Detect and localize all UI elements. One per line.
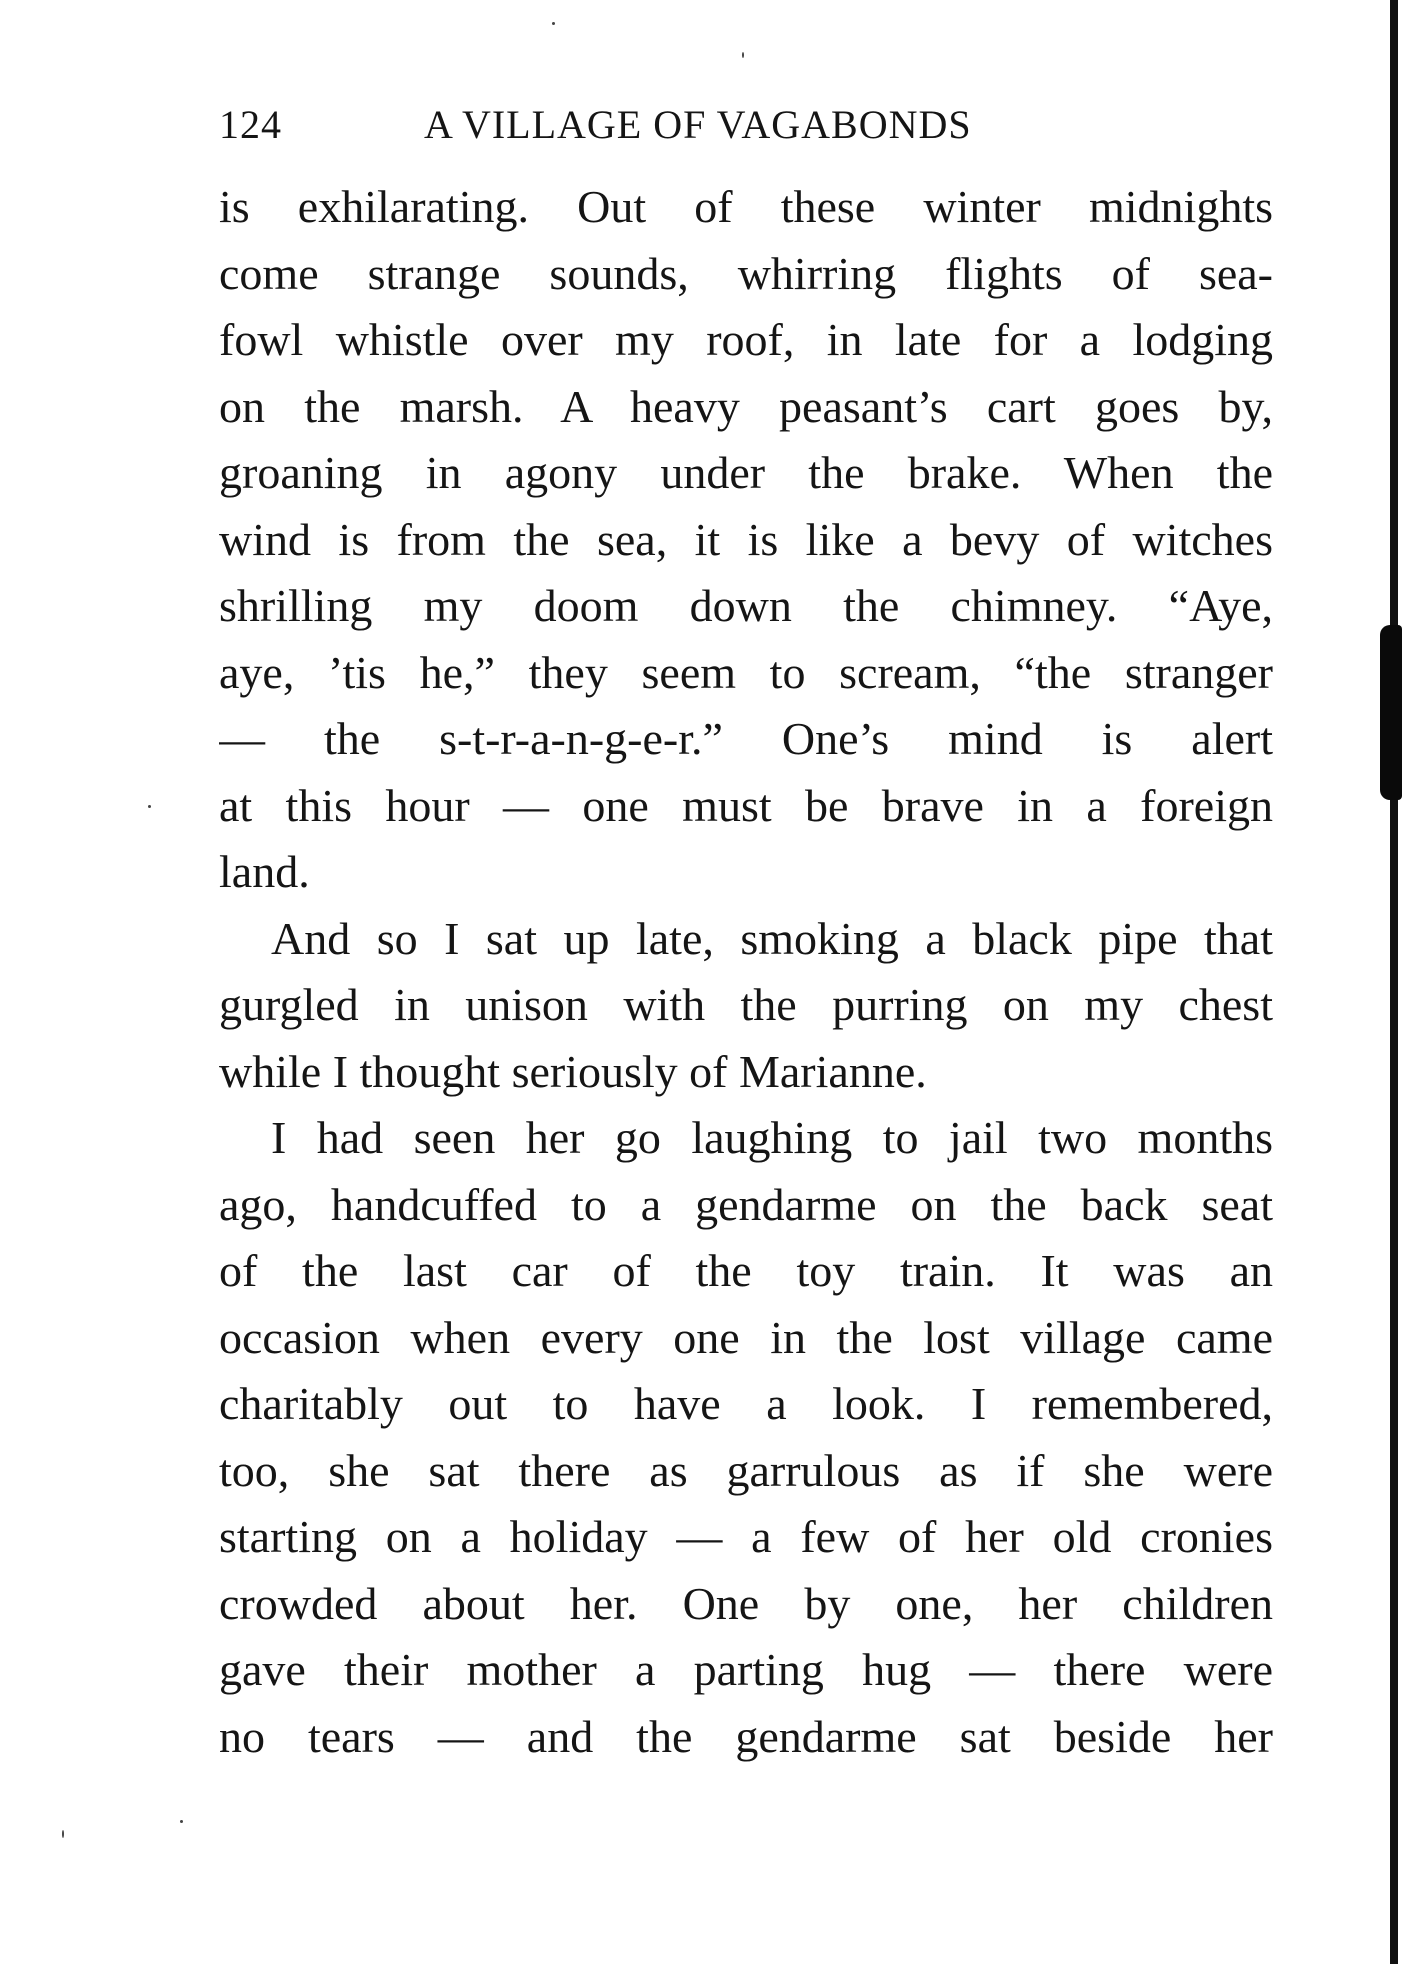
- text-line: groaning in agony under the brake. When the: [219, 447, 1273, 498]
- text-line: no tears — and the gendarme sat beside her: [219, 1710, 1273, 1762]
- paper-speck: [62, 1830, 64, 1838]
- text-line: at this hour — one must be brave in a foreign: [219, 779, 1273, 831]
- page-number: 124: [219, 102, 282, 147]
- text-line: gave their mother a parting hug — there were: [219, 1644, 1273, 1695]
- paragraph-start-line: And so I sat up late, smoking a black pipe that: [271, 912, 1273, 964]
- text-line: aye, ’tis he,” they seem to scream, “the stranger: [219, 646, 1273, 698]
- text-line: crowded about her. One by one, her children: [219, 1577, 1273, 1629]
- text-line: of the last car of the toy train. It was an: [219, 1245, 1273, 1296]
- text-line: starting on a holiday — a few of her old cronies: [219, 1511, 1273, 1562]
- text-line: gurgled in unison with the purring on my chest: [219, 979, 1273, 1030]
- ink-blot: [1380, 625, 1402, 800]
- paragraph-start-line: I had seen her go laughing to jail two months: [271, 1112, 1273, 1163]
- text-line: wind is from the sea, it is like a bevy of witches: [219, 513, 1273, 565]
- text-line: ago, handcuffed to a gendarme on the back seat: [219, 1178, 1273, 1230]
- text-line: come strange sounds, whirring flights of sea-: [219, 247, 1273, 299]
- paper-speck: [180, 1820, 183, 1823]
- page-binding-edge: [1390, 0, 1398, 1964]
- text-line: too, she sat there as garrulous as if she were: [219, 1444, 1273, 1496]
- paper-speck: [552, 22, 555, 25]
- text-line: charitably out to have a look. I remembered,: [219, 1378, 1273, 1429]
- page-header: [219, 100, 1075, 150]
- running-title: A VILLAGE OF VAGABONDS: [424, 102, 972, 147]
- text-line: occasion when every one in the lost village came: [219, 1311, 1273, 1363]
- text-line: land.: [219, 846, 310, 897]
- paper-speck: [148, 805, 151, 808]
- text-line: while I thought seriously of Marianne.: [219, 1045, 927, 1097]
- text-line: shrilling my doom down the chimney. “Aye,: [219, 580, 1273, 631]
- paper-speck: [742, 52, 744, 58]
- text-line: — the s-t-r-a-n-g-e-r.” One’s mind is alert: [219, 713, 1273, 764]
- text-line: is exhilarating. Out of these winter midnights: [219, 181, 1273, 232]
- text-line: on the marsh. A heavy peasant’s cart goes by,: [219, 380, 1273, 432]
- body-text: [219, 174, 1273, 1770]
- text-line: fowl whistle over my roof, in late for a lodging: [219, 314, 1273, 365]
